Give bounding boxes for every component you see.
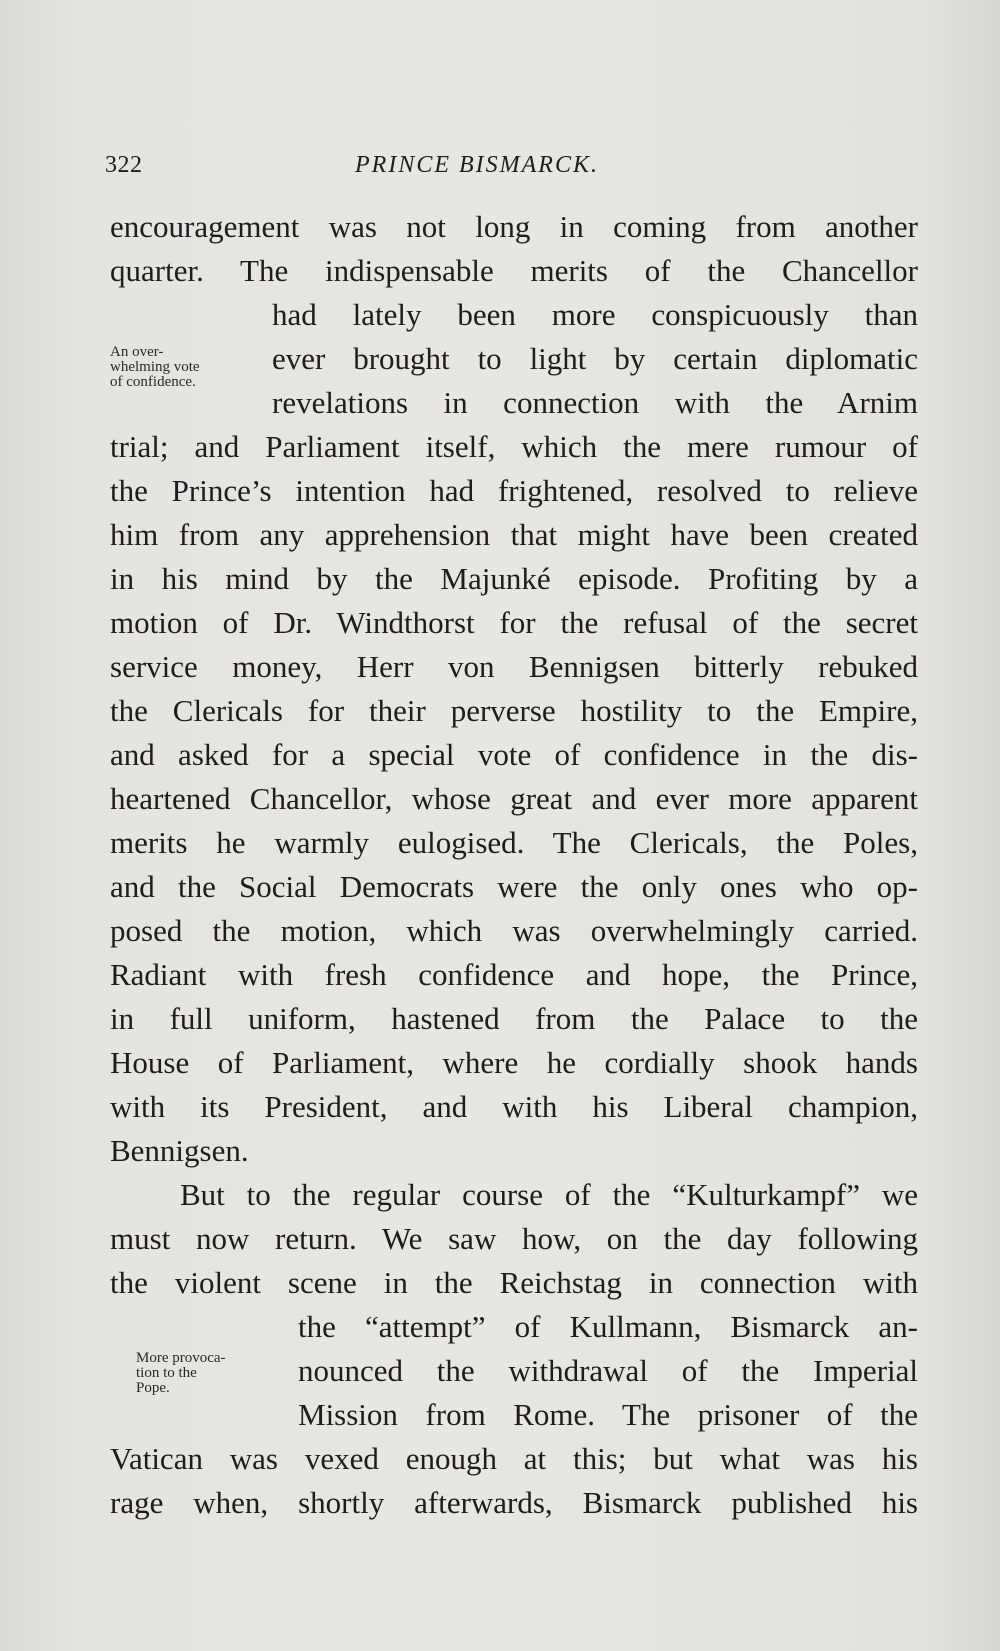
page-header (105, 152, 925, 192)
text-line: him from any apprehension that might have been created (110, 517, 918, 552)
text-line: and asked for a special vote of confidence in the dis- (110, 737, 918, 772)
text-line: nounced the withdrawal of the Imperial (298, 1353, 918, 1388)
text-line: in his mind by the Majunké episode. Profiting by a (110, 561, 918, 596)
text-line: in full uniform, hastened from the Palace to the (110, 1001, 918, 1036)
margin-note-line: tion to the (136, 1365, 197, 1381)
text-line: had lately been more conspicuously than (272, 297, 918, 332)
text-line: and the Social Democrats were the only ones who op- (110, 869, 918, 904)
text-line: heartened Chancellor, whose great and ever more apparent (110, 781, 918, 816)
margin-note-line: An over- (110, 344, 164, 360)
running-head: PRINCE BISMARCK. (355, 152, 599, 178)
text-line: rage when, shortly afterwards, Bismarck published his (110, 1485, 918, 1520)
text-line: the Clericals for their perverse hostility to the Empire, (110, 693, 918, 728)
text-line: House of Parliament, where he cordially shook hands (110, 1045, 918, 1080)
text-line: encouragement was not long in coming from another (110, 209, 918, 244)
text-line: But to the regular course of the “Kulturkampf” we (180, 1177, 918, 1212)
text-line: trial; and Parliament itself, which the mere rumour of (110, 429, 918, 464)
text-line: posed the motion, which was overwhelmingly carried. (110, 913, 918, 948)
margin-note-line: of confidence. (110, 374, 196, 390)
text-line: quarter. The indispensable merits of the Chancellor (110, 253, 918, 288)
text-line: revelations in connection with the Arnim (272, 385, 918, 420)
text-line: with its President, and with his Liberal champion, (110, 1089, 918, 1124)
text-line: must now return. We saw how, on the day following (110, 1221, 918, 1256)
text-line: Vatican was vexed enough at this; but what was his (110, 1441, 918, 1476)
margin-note-line: whelming vote (110, 359, 200, 375)
text-line: Mission from Rome. The prisoner of the (298, 1397, 918, 1432)
text-line: merits he warmly eulogised. The Clericals, the Poles, (110, 825, 918, 860)
text-line: ever brought to light by certain diplomatic (272, 341, 918, 376)
body-text (110, 205, 918, 1525)
text-line: the Prince’s intention had frightened, resolved to relieve (110, 473, 918, 508)
margin-note-line: Pope. (136, 1380, 170, 1396)
text-line: the violent scene in the Reichstag in connection with (110, 1265, 918, 1300)
text-line: motion of Dr. Windthorst for the refusal of the secret (110, 605, 918, 640)
text-line: service money, Herr von Bennigsen bitterly rebuked (110, 649, 918, 684)
page-number: 322 (105, 152, 143, 178)
text-line: Radiant with fresh confidence and hope, the Prince, (110, 957, 918, 992)
text-line: Bennigsen. (110, 1133, 249, 1168)
margin-note-line: More provoca- (136, 1350, 226, 1366)
text-line: the “attempt” of Kullmann, Bismarck an- (298, 1309, 918, 1344)
